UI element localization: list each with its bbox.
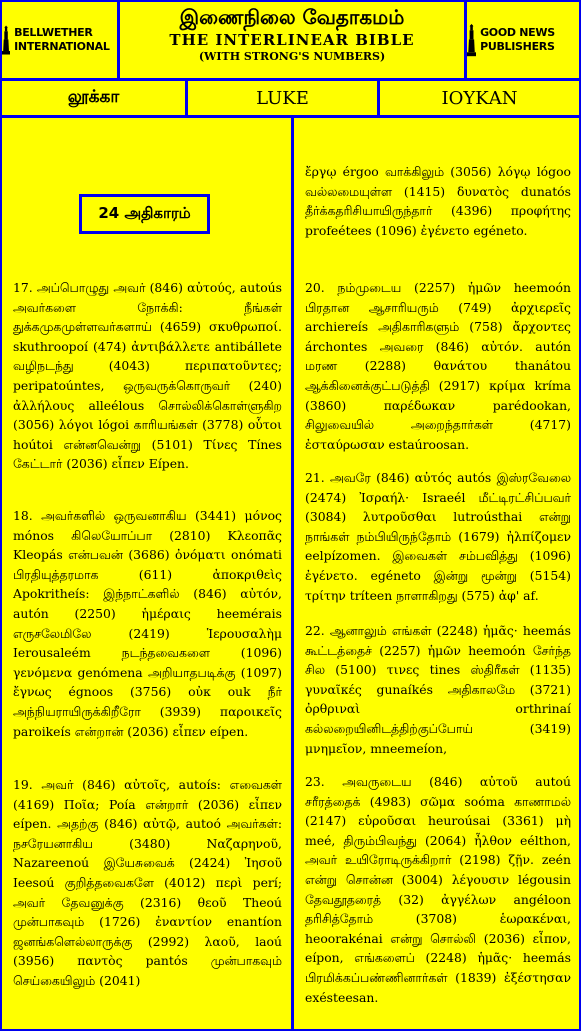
verse-18: 18. அவர்களில் ஒருவனாகிய (3441) μόνος mónos கிலெயோப்பா (2810) Κλεοπᾶς Kleopás என்பவன் (3686) ὀνόματι onómati பிரதியுத்தரமாக (611) ἀποκριθεὶς Apokritheís: இந்நாட்களில் (846) αὐτόν, autón (2250) ἡμέραις heemérais எருசலேமிலே (2419) Ἱερουσαλὴμ Ierousaleém நடந்தவைகளை (1096) γενόμενα genómena அறியாதபடிக்கு (1097) ἔγνως égnoos (3756) οὐκ ouk நீர் அந்நியராயிருக்கிறீரோ (3939) παροικεῖς paroikeís என்றான் (2036) εἶπεν eípen. bbox=[13, 508, 282, 739]
publisher-logo-left bbox=[2, 2, 120, 78]
title-tamil: இணைநிலை வேதாகமம் bbox=[179, 5, 405, 29]
book-bar bbox=[2, 81, 579, 118]
publisher-logo-left-text: BELLWETHER INTERNATIONAL bbox=[14, 26, 110, 53]
publisher-logo-right bbox=[464, 2, 579, 78]
book-name-english: LUKE bbox=[188, 81, 380, 115]
verse-19: 19. அவர் (846) αὐτοῖς, autoís: எவைகள் (4169) Ποῖα; Poía என்றார் (2036) εἶπεν eípen. அதற்கு (846) αὐτῷ, autoó அவர்கள்: நசரேயனாகிய (3480) Ναζαρηνοῦ, Nazareenoú இயேசுவைக் (2424) Ἰησοῦ Ieesoú குறித்தவைகளே (4012) περὶ perí; அவர் தேவனுக்கு (2316) θεοῦ Theoú முன்பாகவும் (1726) ἐναντίον enantíon ஜனங்களெல்லாருக்கு (2992) λαοῦ, laoú (3956) παντὸς pantós முன்பாகவும் செய்கையிலும் (2041) bbox=[13, 777, 282, 988]
publisher-logo-right-text: GOOD NEWS PUBLISHERS bbox=[480, 26, 555, 53]
book-name-greek: ΙΟΥΚΑΝ bbox=[441, 87, 518, 109]
title-english: THE INTERLINEAR BIBLE bbox=[169, 31, 415, 49]
verse-22: 22. ஆனாலும் எங்கள் (2248) ἡμᾶς· heemás கூட்டத்தைச் (2257) ἡμῶν heemoón சேர்ந்த சில (5100) τινες tines ஸ்திரீகள் (1135) γυναῖκές gunaíkés அதிகாலமே (3721) ὀρθριναὶ orthrinaí கல்லறையினிடத்திற்குப்போய் (3419) μνημεῖον, mneemeíon, bbox=[305, 623, 571, 756]
title-subtitle: (WITH STRONG'S NUMBERS) bbox=[198, 50, 386, 63]
verse-23: 23. அவருடைய (846) αὐτοῦ autoú சரீரத்தைக் (4983) σῶμα soóma காணாமல் (2147) εὑροῦσαι heuroúsai (3361) μὴ meé, திரும்பிவந்து (2064) ἦλθον eélthon, அவர் உயிரோடிருக்கிறார் (2198) ζῇν. zeén என்று சொன்ன (3004) λέγουσιν légousin தேவதூதரைத் (32) ἀγγέλων angéloon தரிசித்தோம் (3708) ἑωρακέναι, heoorakénai என்று சொல்லி (2036) εἶπον, eípon, எங்களைப் (2248) ἡμᾶς· heemás பிரமிக்கப்பண்ணினார்கள் (1839) ἐξέστησαν exésteesan. bbox=[305, 774, 571, 1005]
book-name-tamil: லூக்கா bbox=[2, 81, 188, 115]
chapter-heading: 24 அதிகாரம் bbox=[79, 194, 210, 234]
good-news-tower-icon bbox=[467, 15, 476, 65]
left-column bbox=[2, 118, 294, 1029]
verse-17: 17. அப்பொழுது அவர் (846) αὐτούς, autoús அவர்களை நோக்கி: நீங்கள் துக்கமுகமுள்ளவர்களாய் (4659) σκυθρωποί. skuthroopoí (474) ἀντιβάλλετε antibállete வழிநடந்து (4043) περιπατοῦντες; peripatoúntes, ஒருவருக்கொருவர் (240) ἀλλήλους alleélous சொல்லிக்கொள்ளுகிற (3056) λόγοι lógoi காரியங்கள் (3778) οὗτοι hoútoi என்னவென்று (5101) Τίνες Tínes கேட்டார் (2036) εἶπεν Eípen. bbox=[13, 280, 282, 472]
verse-19-continued: ἔργῳ érgoo வாக்கிலும் (3056) λόγῳ lógoo வல்லமையுள்ள (1415) δυνατὸς dunatós தீர்க்கதரிசியாயிருந்தார் (4396) προφήτης profeétees (1096) ἐγένετο egéneto. bbox=[305, 164, 571, 238]
verse-20: 20. நம்முடைய (2257) ἡμῶν heemoón பிரதான ஆசாரியரும் (749) ἀρχιερεῖς archiereís அதிகாரிகளும் (758) ἄρχοντες árchontes அவரை (846) αὐτόν. autón மரண (2288) θανάτου thanátou ஆக்கினைக்குட்படுத்தி (2917) κρίμα kríma (3860) παρέδωκαν parédookan, சிலுவையில் அறைந்தார்கள் (4717) ἐσταύρωσαν estaúroosan. bbox=[305, 280, 571, 452]
right-column bbox=[294, 118, 579, 1029]
header bbox=[2, 2, 579, 81]
verse-21: 21. அவரே (846) αὐτός autós இஸ்ரவேலை (2474) Ἰσραήλ· Israeél மீட்டிரட்சிப்பவர் (3084) λυτροῦσθαι lutroústhai என்று நாங்கள் நம்பியிருந்தோம் (1679) ἠλπίζομεν eelpízomen. இவைகள் சம்பவித்து (1096) ἐγένετο. egéneto இன்று மூன்று (5154) τρίτην tríteen நாளாகிறது (575) ἀφ' af. bbox=[305, 470, 571, 603]
title-block bbox=[120, 4, 464, 64]
bellwether-tower-icon bbox=[2, 15, 10, 65]
